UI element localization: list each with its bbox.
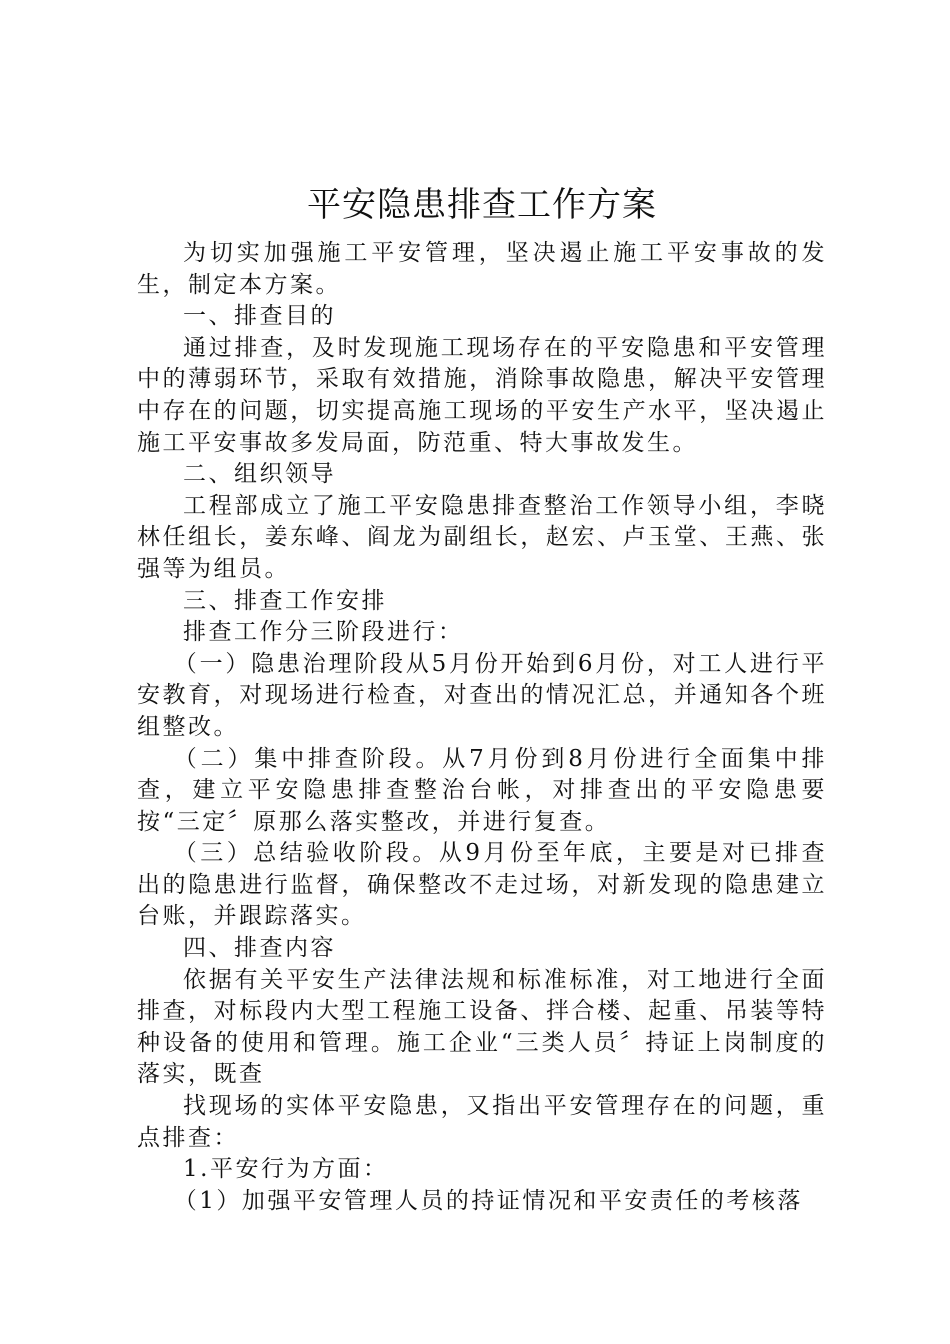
purpose-paragraph: 通过排查，及时发现施工现场存在的平安隐患和平安管理中的薄弱环节，采取有效措施，消除事故隐患，解决平安管理中存在的问题，切实提高施工现场的平安生产水平，坚决遏止施工平安事故多发局面，防范重、特大事故发生。 [137, 334, 827, 456]
document-body [137, 238, 827, 1217]
document-title: 平安隐患排查工作方案 [307, 185, 657, 225]
organization-paragraph: 工程部成立了施工平安隐患排查整治工作领导小组，李晓林任组长，姜东峰、阎龙为副组长，赵宏、卢玉堂、王燕、张强等为组员。 [137, 492, 827, 582]
section-heading-organization: 二、组织领导 [183, 461, 336, 488]
phase-three-paragraph: （三）总结验收阶段。从9月份至年底，主要是对已排查出的隐患进行监督，确保整改不走过场，对新发现的隐患建立台账，并跟踪落实。 [137, 840, 827, 930]
arrangement-intro: 排查工作分三阶段进行： [183, 619, 464, 646]
section-heading-purpose: 一、排查目的 [183, 303, 336, 330]
intro-paragraph: 为切实加强施工平安管理，坚决遏止施工平安事故的发生，制定本方案。 [137, 240, 827, 298]
content-paragraph: 依据有关平安生产法律法规和标准标准，对工地进行全面排查，对标段内大型工程施工设备、拌合楼、起重、吊装等特种设备的使用和管理。施工企业“三类人员〞持证上岗制度的落实，既查 [137, 966, 827, 1088]
phase-one-paragraph: （一）隐患治理阶段从5月份开始到6月份，对工人进行平安教育，对现场进行检查，对查出的情况汇总，并通知各个班组整改。 [137, 650, 827, 740]
content-continued-paragraph: 找现场的实体平安隐患，又指出平安管理存在的问题，重点排查： [137, 1093, 827, 1151]
section-heading-content: 四、排查内容 [183, 935, 336, 962]
behavior-item-1: （1）加强平安管理人员的持证情况和平安责任的考核落 [173, 1187, 803, 1214]
section-heading-arrangement: 三、排查工作安排 [183, 587, 387, 614]
document-page [137, 180, 827, 1217]
subsection-heading-behavior: 1.平安行为方面： [183, 1156, 389, 1183]
phase-two-paragraph: （二）集中排查阶段。从7月份到8月份进行全面集中排查，建立平安隐患排查整治台帐，对排查出的平安隐患要按“三定〞原那么落实整改，并进行复查。 [137, 745, 827, 835]
